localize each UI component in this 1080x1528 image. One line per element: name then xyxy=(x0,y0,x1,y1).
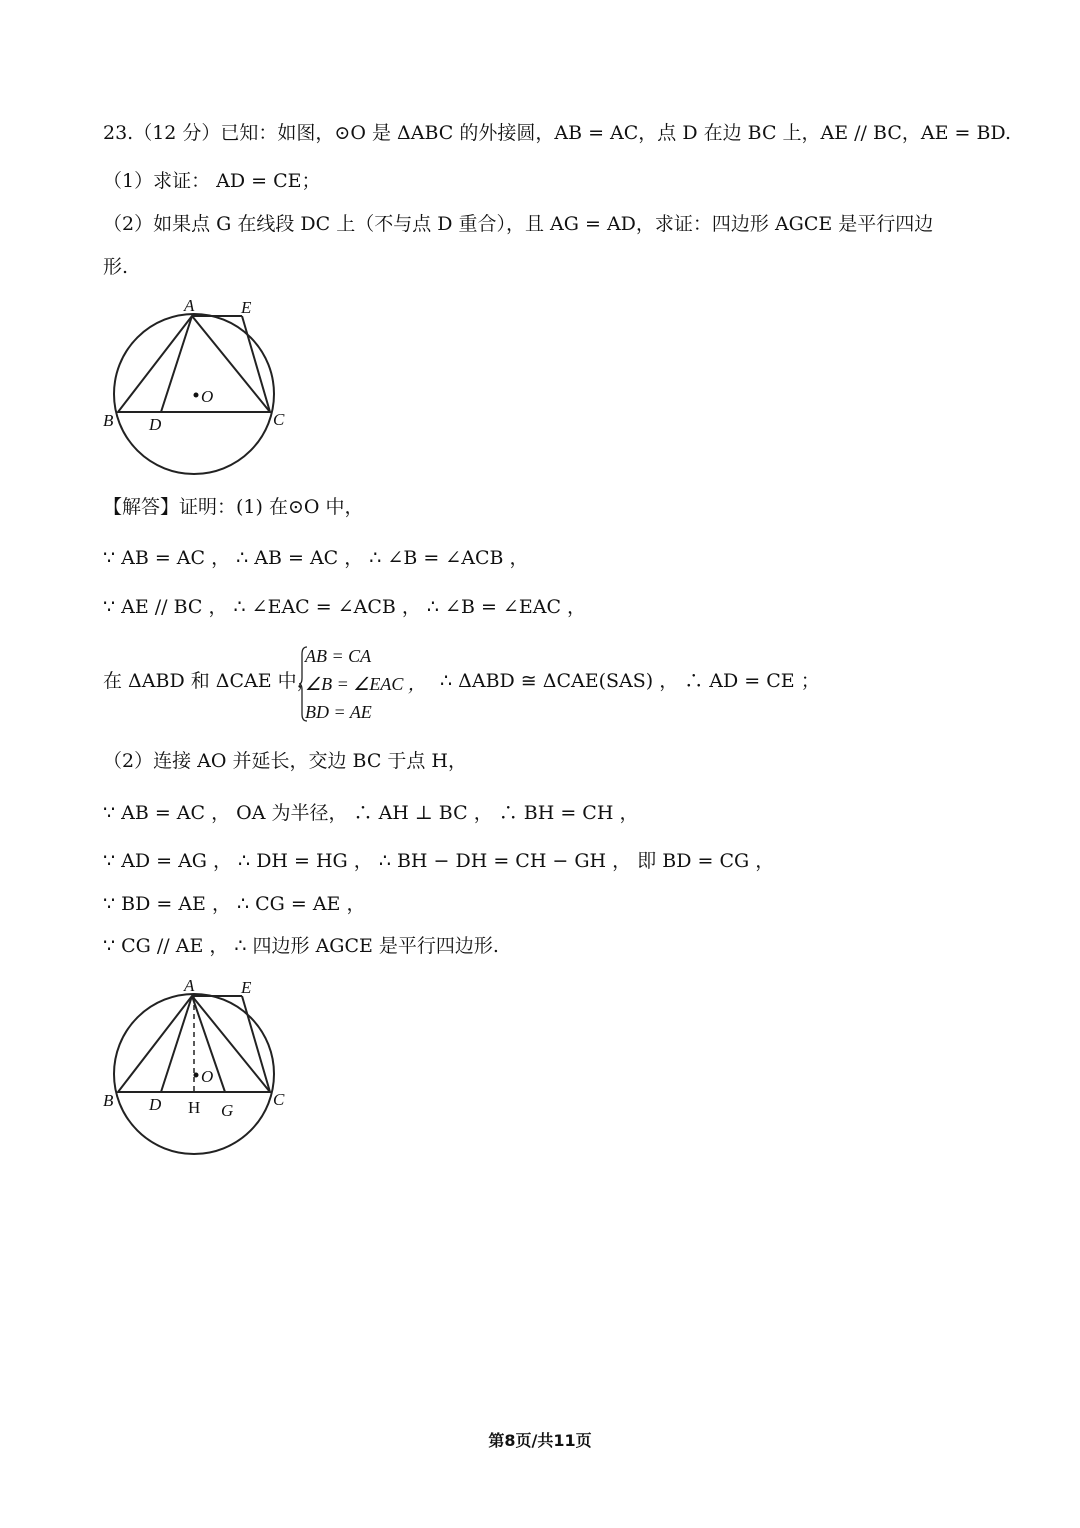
label-o-2: O xyxy=(201,1067,214,1086)
question-line-4: 形. xyxy=(103,256,129,278)
part2-step-1: ∵ AB = AC ， OA 为半径， ∴ AH ⊥ BC ， ∴ BH = CH ， xyxy=(103,802,639,824)
center-point-2 xyxy=(194,1073,199,1078)
segment-ad-2 xyxy=(161,996,192,1092)
label-g: G xyxy=(221,1101,234,1120)
label-b: B xyxy=(103,411,114,430)
label-d-2: D xyxy=(149,1095,162,1114)
question-line-1: 23.（12 分）已知：如图，⊙O 是 ΔABC 的外接圆，AB = AC，点 D 在边 BC 上，AE // BC，AE = BD. xyxy=(103,122,1012,144)
question-line-2: （1）求证： AD = CE； xyxy=(103,170,321,192)
geometry-figure-1 xyxy=(100,292,300,482)
solution-step-1: ∵ AB = AC ， ∴ AB = AC ， ∴ ∠B = ∠ACB ， xyxy=(103,547,529,569)
geometry-figure-2 xyxy=(100,972,300,1162)
solution-header: 【解答】证明：(1) 在⊙O 中， xyxy=(103,496,364,518)
part2-step-2: ∵ AD = AG ， ∴ DH = HG ， ∴ BH − DH = CH − GH ， 即 BD = CG ， xyxy=(103,850,775,872)
label-e: E xyxy=(241,298,252,317)
question-line-3: （2）如果点 G 在线段 DC 上（不与点 D 重合），且 AG = AD，求证：四边形 AGCE 是平行四边 xyxy=(103,213,934,235)
label-h: H xyxy=(188,1098,201,1117)
label-b-2: B xyxy=(103,1091,114,1110)
label-d: D xyxy=(149,415,162,434)
label-a-2: A xyxy=(184,976,195,995)
label-c: C xyxy=(273,410,285,429)
condition-1: AB = CA xyxy=(305,646,372,666)
part2-step-4: ∵ CG // AE ， ∴ 四边形 AGCE 是平行四边形. xyxy=(103,935,499,957)
label-c-2: C xyxy=(273,1090,285,1109)
part2-header: （2）连接 AO 并延长，交边 BC 于点 H， xyxy=(103,750,468,772)
condition-2: ∠B = ∠EAC ， xyxy=(305,674,426,694)
segment-ad xyxy=(161,316,192,412)
label-e-2: E xyxy=(241,978,252,997)
page-number: 第8页/共11页 xyxy=(488,1431,592,1450)
congruence-conditions xyxy=(305,642,426,726)
condition-3: BD = AE xyxy=(305,702,372,722)
solution-step-2: ∵ AE // BC ， ∴ ∠EAC = ∠ACB ， ∴ ∠B = ∠EAC ， xyxy=(103,596,587,618)
part2-step-3: ∵ BD = AE ， ∴ CG = AE ， xyxy=(103,893,366,915)
solution-step-3-prefix: 在 ΔABD 和 ΔCAE 中， xyxy=(103,670,316,692)
solution-step-3-suffix: ∴ ΔABD ≅ ΔCAE(SAS) ， ∴ AD = CE ； xyxy=(440,670,820,692)
label-o: O xyxy=(201,387,214,406)
segment-ec-2 xyxy=(242,996,270,1092)
segment-ec xyxy=(242,316,270,412)
label-a: A xyxy=(184,296,195,315)
center-point xyxy=(194,393,199,398)
